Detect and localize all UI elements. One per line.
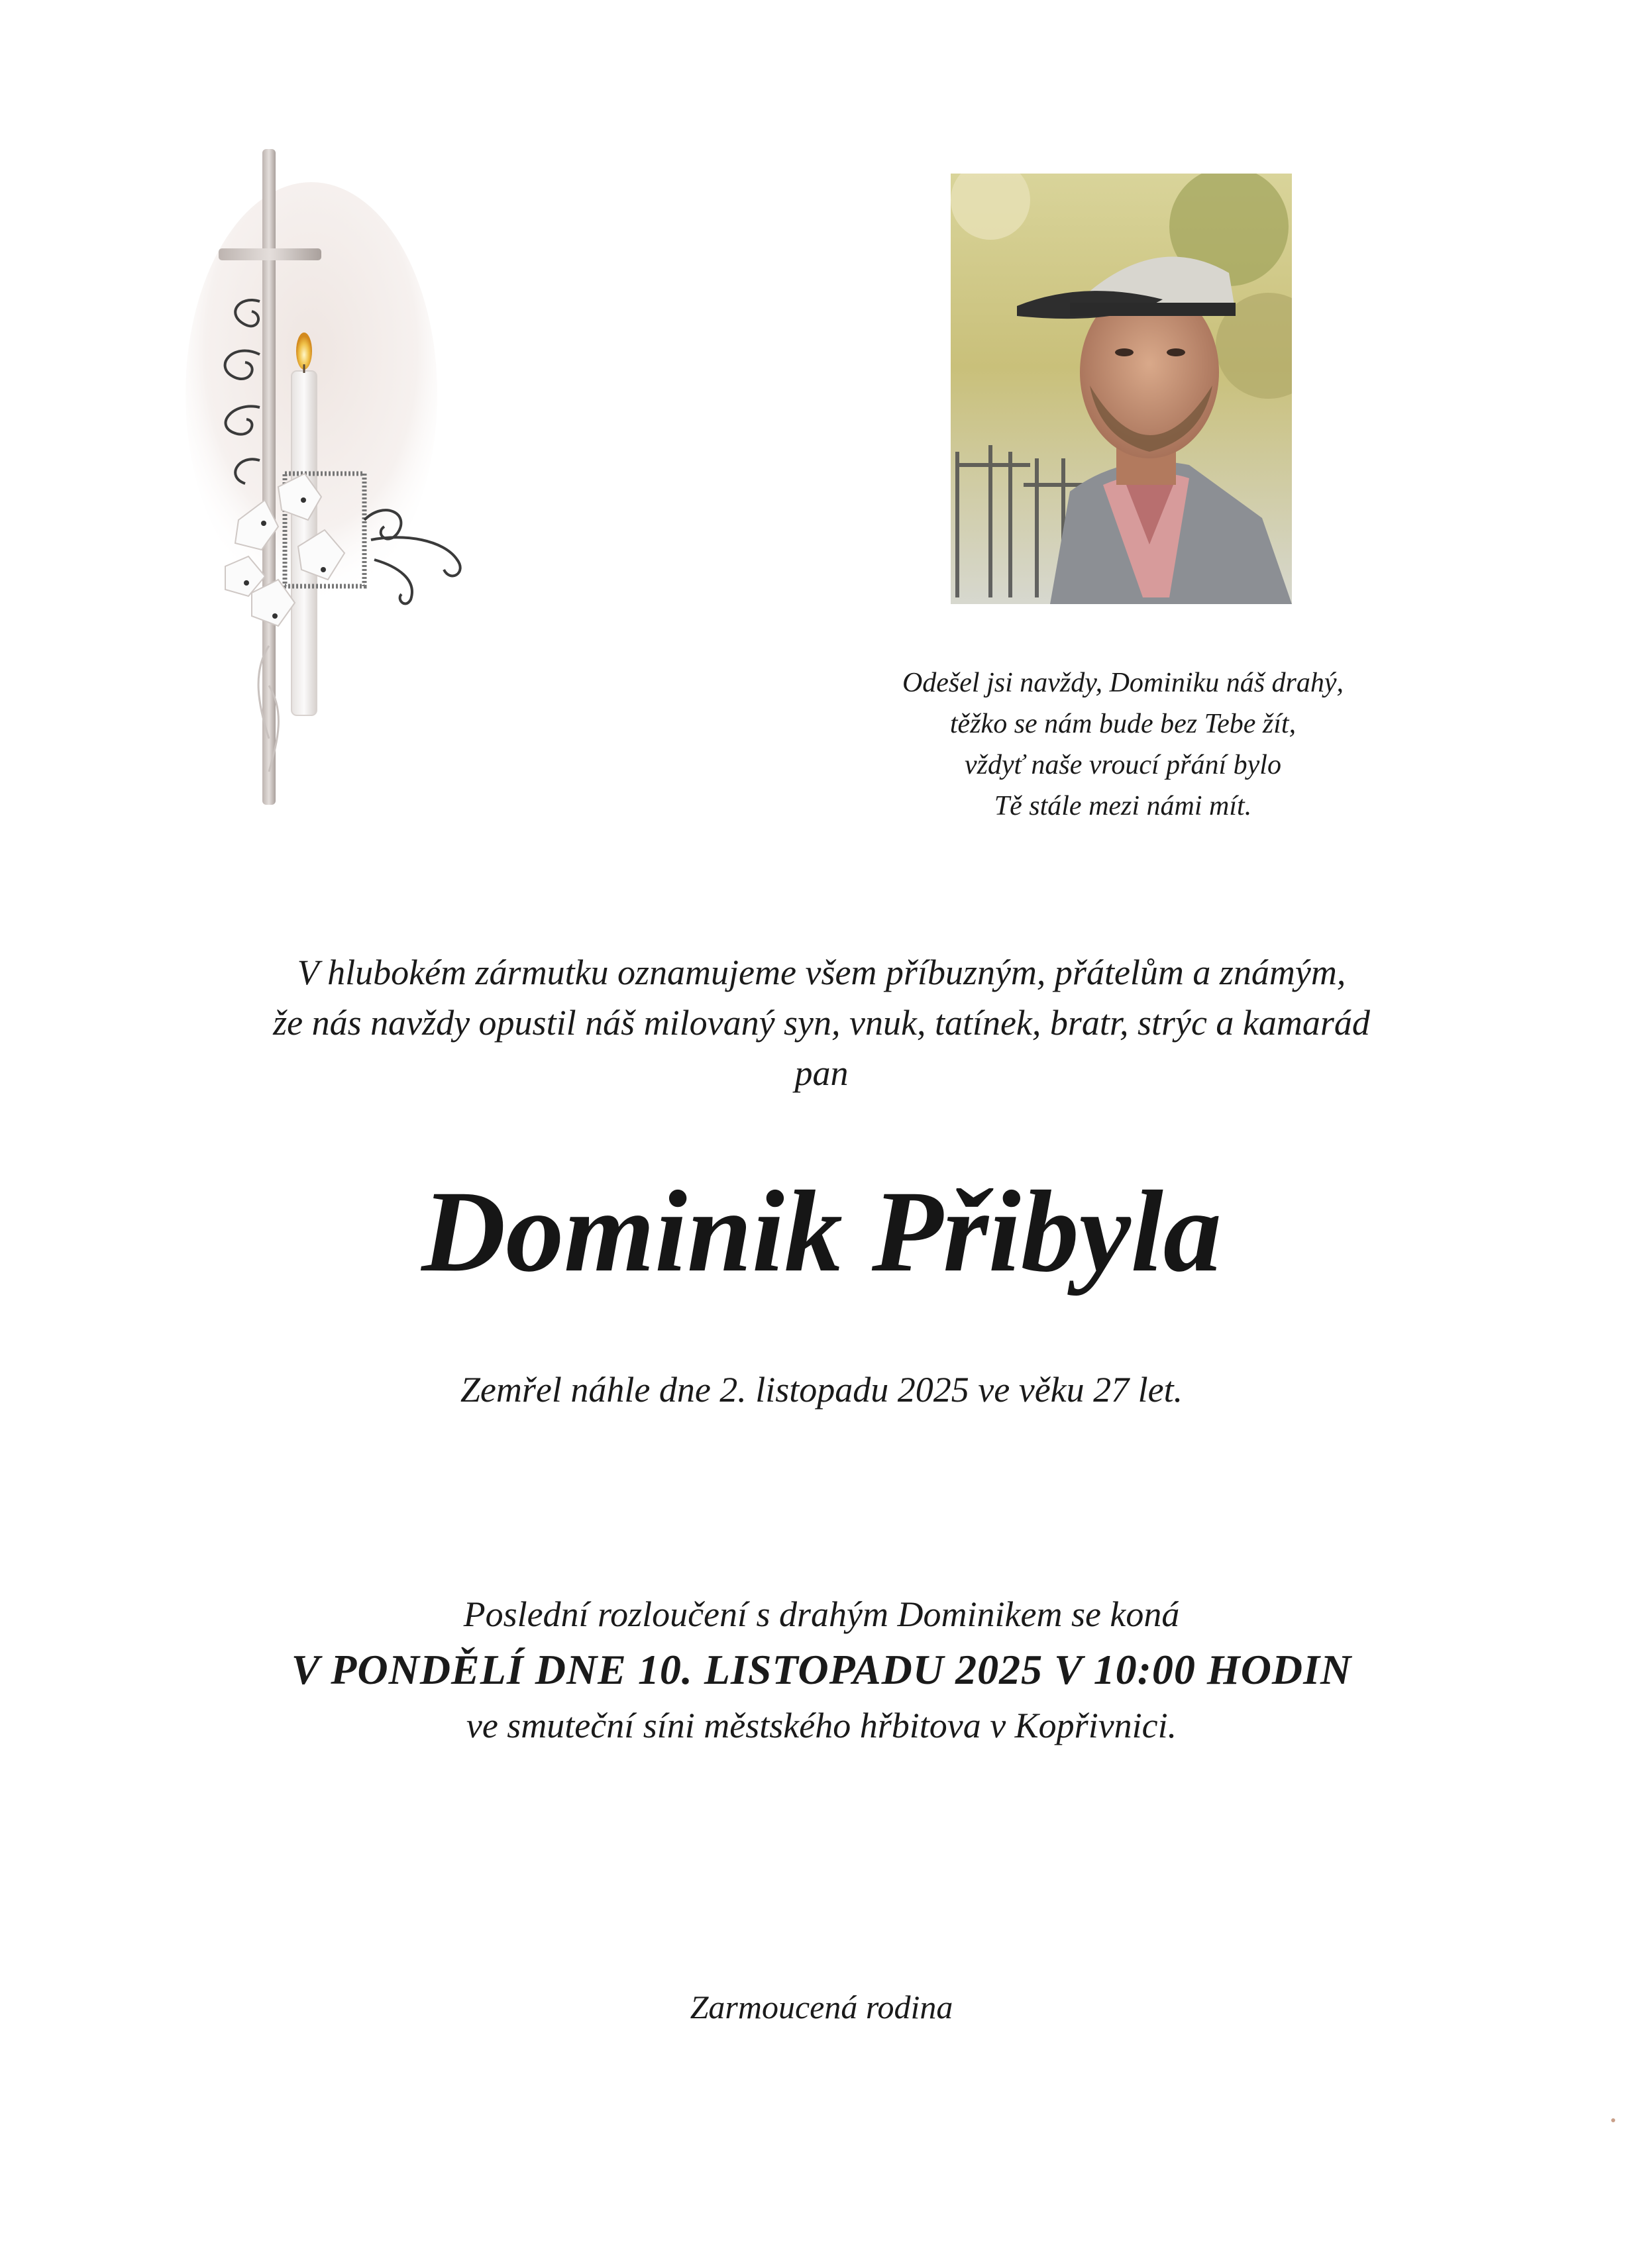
cross-candle-illustration <box>186 142 497 818</box>
death-info: Zemřel náhle dne 2. listopadu 2025 ve věku 27 let. <box>460 1370 1183 1410</box>
deceased-name: Dominik Přibyla <box>421 1167 1222 1296</box>
poem <box>822 662 1424 827</box>
poem-line: Odešel jsi navždy, Dominiku náš drahý, <box>902 668 1344 698</box>
poem-line: Tě stále mezi námi mít. <box>994 791 1252 821</box>
scan-speck <box>1611 2118 1615 2122</box>
announcement-line: že nás navždy opustil náš milovaný syn, vnuk, tatínek, bratr, strýc a kamarád <box>273 1003 1370 1043</box>
announcement <box>93 947 1550 1098</box>
farewell-place: ve smuteční síni městského hřbitova v Kopřivnici. <box>466 1706 1177 1745</box>
poem-line: vždyť naše vroucí přání bylo <box>965 750 1281 780</box>
portrait-photo <box>951 174 1292 604</box>
farewell-datetime: V PONDĚLÍ DNE 10. LISTOPADU 2025 V 10:00 HODIN <box>291 1646 1352 1693</box>
poem-line: těžko se nám bude bez Tebe žít, <box>949 709 1297 739</box>
announcement-line: V hlubokém zármutku oznamujeme všem příbuzným, přátelům a známým, <box>297 953 1346 992</box>
announcement-line: pan <box>794 1053 849 1093</box>
farewell-info <box>93 1586 1550 1753</box>
signature: Zarmoucená rodina <box>690 1988 953 2026</box>
farewell-intro: Poslední rozloučení s drahým Dominikem se koná <box>463 1594 1180 1634</box>
